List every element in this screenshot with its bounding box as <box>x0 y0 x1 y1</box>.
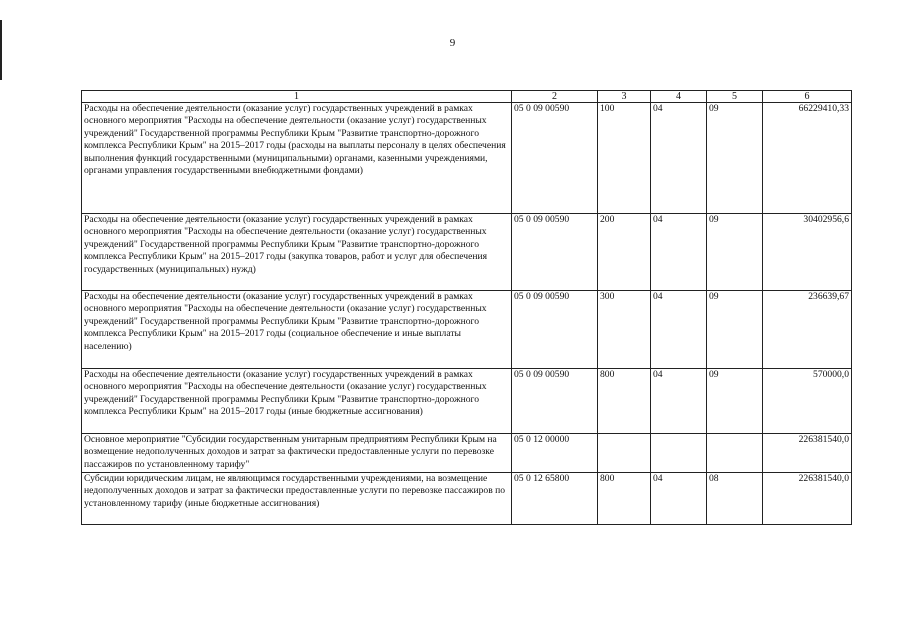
header-cell-4: 4 <box>651 91 707 103</box>
table-row <box>82 434 852 473</box>
row-expense-type: 800 <box>598 369 651 434</box>
row-section: 04 <box>651 214 707 291</box>
header-cell-2: 2 <box>512 91 598 103</box>
page-number: 9 <box>449 37 456 49</box>
row-subsection: 09 <box>707 291 763 369</box>
row-amount: 66229410,33 <box>763 103 852 214</box>
row-amount: 30402956,6 <box>763 214 852 291</box>
table-row <box>82 103 852 214</box>
row-name: Расходы на обеспечение деятельности (оказание услуг) государственных учреждений в рамках основного мероприятия "Расходы на обеспечение деятельности (оказание услуг) государственных учреждений" Государственной программы Республики Крым "Развитие транспортно-дорожного комплекса Республики Крым" на 2015–2017 годы (закупка товаров, работ и услуг для обеспечения государственных (муниципальных) нужд) <box>82 214 512 291</box>
row-section: 04 <box>651 103 707 214</box>
row-amount: 236639,67 <box>763 291 852 369</box>
row-expense-type: 800 <box>598 473 651 525</box>
row-target-code: 05 0 09 00590 <box>512 214 598 291</box>
row-subsection: 08 <box>707 473 763 525</box>
row-target-code: 05 0 12 00000 <box>512 434 598 473</box>
row-target-code: 05 0 09 00590 <box>512 369 598 434</box>
row-expense-type: 200 <box>598 214 651 291</box>
row-subsection: 09 <box>707 103 763 214</box>
row-amount: 226381540,0 <box>763 434 852 473</box>
row-expense-type <box>598 434 651 473</box>
row-expense-type: 100 <box>598 103 651 214</box>
row-name: Основное мероприятие "Субсидии государственным унитарным предприятиям Республики Крым на возмещение недополученных доходов и затрат за фактически предоставленные услуги по перевозке пассажиров по установленному тарифу" <box>82 434 512 473</box>
page-edge-mark <box>0 20 2 80</box>
row-name: Субсидии юридическим лицам, не являющимся государственными учреждениями, на возмещение недополученных доходов и затрат за фактически предоставленные услуги по перевозке пассажиров по установленному тарифу (иные бюджетные ассигнования) <box>82 473 512 525</box>
header-cell-1: 1 <box>82 91 512 103</box>
row-section: 04 <box>651 369 707 434</box>
table-row <box>82 214 852 291</box>
header-cell-6: 6 <box>763 91 852 103</box>
table-row <box>82 473 852 525</box>
row-amount: 226381540,0 <box>763 473 852 525</box>
row-target-code: 05 0 12 65800 <box>512 473 598 525</box>
budget-table <box>81 90 852 525</box>
row-name: Расходы на обеспечение деятельности (оказание услуг) государственных учреждений в рамках основного мероприятия "Расходы на обеспечение деятельности (оказание услуг) государственных учреждений" Государственной программы Республики Крым "Развитие транспортно-дорожного комплекса Республики Крым" на 2015–2017 годы (социальное обеспечение и иные выплаты населению) <box>82 291 512 369</box>
row-name: Расходы на обеспечение деятельности (оказание услуг) государственных учреждений в рамках основного мероприятия "Расходы на обеспечение деятельности (оказание услуг) государственных учреждений" Государственной программы Республики Крым "Развитие транспортно-дорожного комплекса Республики Крым" на 2015–2017 годы (иные бюджетные ассигнования) <box>82 369 512 434</box>
row-section: 04 <box>651 473 707 525</box>
header-cell-3: 3 <box>598 91 651 103</box>
row-section <box>651 434 707 473</box>
row-subsection: 09 <box>707 369 763 434</box>
header-cell-5: 5 <box>707 91 763 103</box>
row-amount: 570000,0 <box>763 369 852 434</box>
table-row <box>82 369 852 434</box>
row-expense-type: 300 <box>598 291 651 369</box>
row-target-code: 05 0 09 00590 <box>512 291 598 369</box>
table-header-row <box>82 91 852 103</box>
row-name: Расходы на обеспечение деятельности (оказание услуг) государственных учреждений в рамках основного мероприятия "Расходы на обеспечение деятельности (оказание услуг) государственных учреждений" Государственной программы Республики Крым "Развитие транспортно-дорожного комплекса Республики Крым" на 2015–2017 годы (расходы на выплаты персоналу в целях обеспечения выполнения функций государственными (муниципальными) органами, казенными учреждениями, органами управления государственными внебюджетными фондами) <box>82 103 512 214</box>
table-row <box>82 291 852 369</box>
row-target-code: 05 0 09 00590 <box>512 103 598 214</box>
row-subsection <box>707 434 763 473</box>
row-section: 04 <box>651 291 707 369</box>
row-subsection: 09 <box>707 214 763 291</box>
